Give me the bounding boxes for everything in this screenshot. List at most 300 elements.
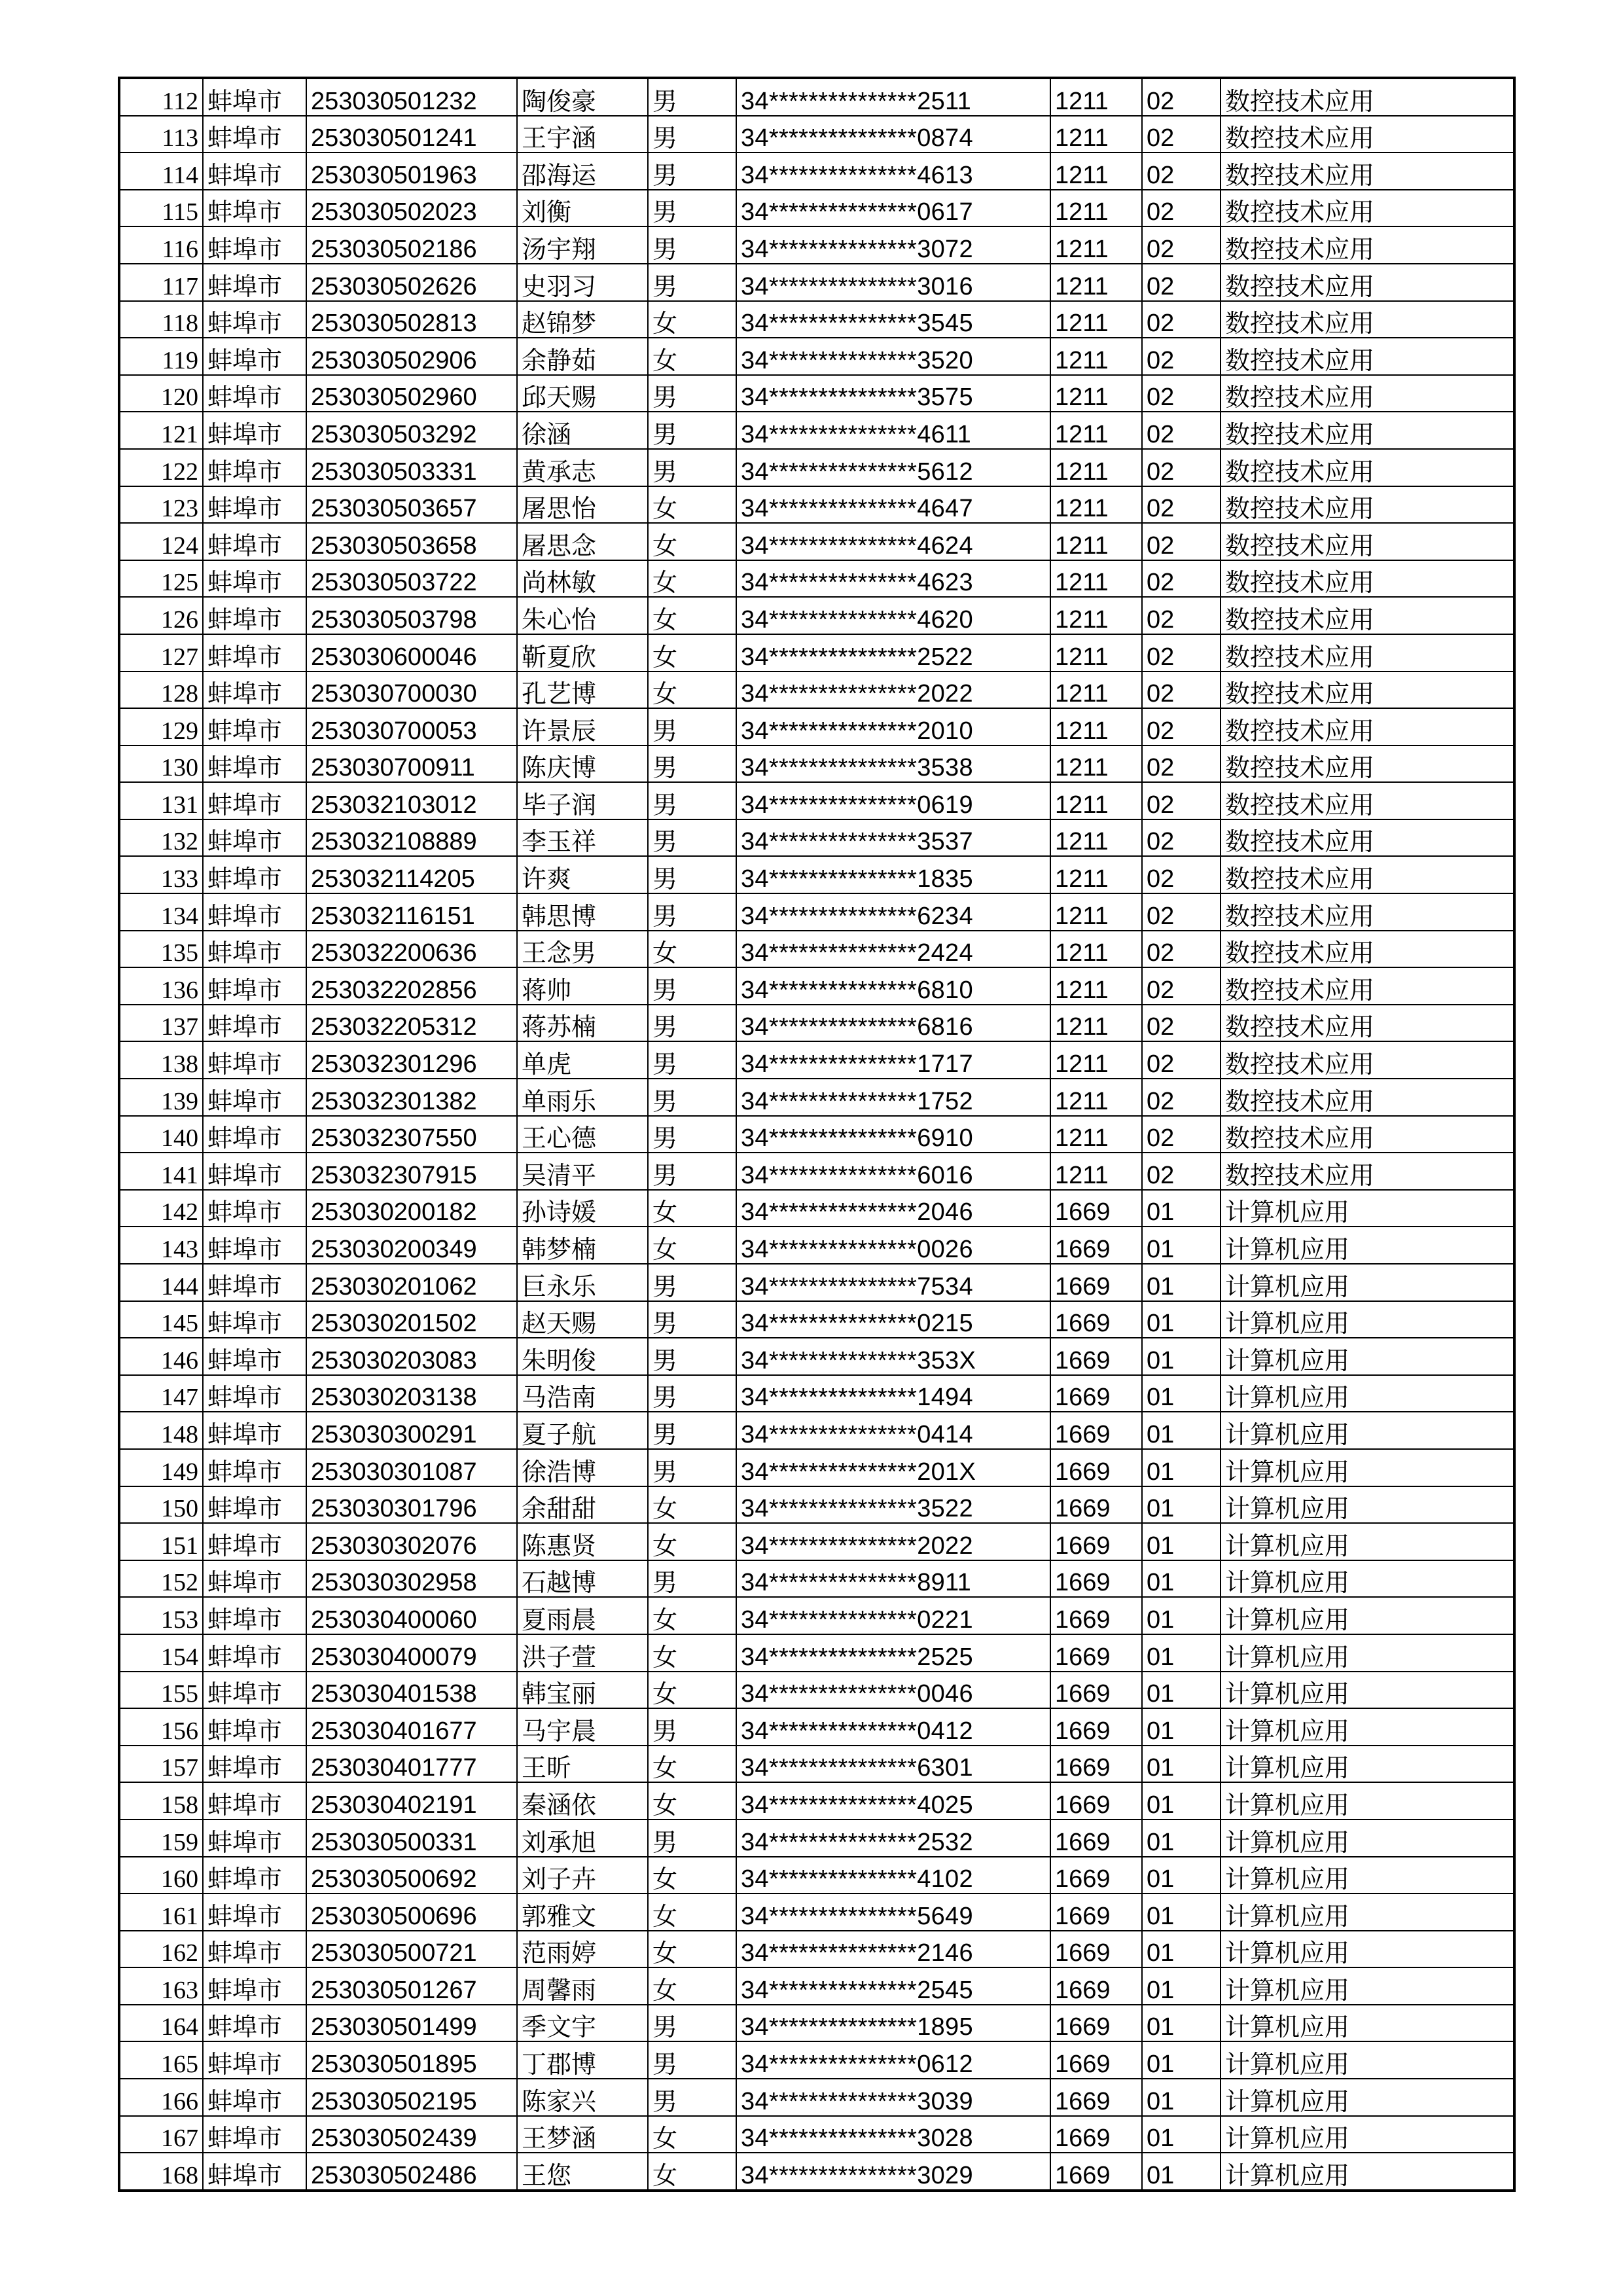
row-number: 134 — [119, 893, 203, 931]
gender-cell: 男 — [648, 116, 736, 153]
major-code-cell: 1211 — [1050, 634, 1142, 672]
sub-code-cell: 01 — [1142, 1634, 1221, 1672]
roster-body — [119, 78, 1514, 2191]
id-number-cell: 34***************6234 — [736, 893, 1050, 931]
exam-number-cell: 253030402191 — [306, 1782, 517, 1820]
student-name-cell: 王梦涵 — [517, 2116, 648, 2153]
exam-number-cell: 253030503722 — [306, 560, 517, 598]
gender-cell: 男 — [648, 1338, 736, 1375]
id-number-cell: 34***************4102 — [736, 1857, 1050, 1894]
student-name-cell: 马浩南 — [517, 1375, 648, 1412]
row-number: 125 — [119, 560, 203, 598]
table-row — [119, 1560, 1514, 1598]
exam-number-cell: 253032307915 — [306, 1153, 517, 1190]
student-name-cell: 许爽 — [517, 856, 648, 893]
row-number: 152 — [119, 1560, 203, 1598]
table-row — [119, 1301, 1514, 1338]
major-name-cell: 计算机应用 — [1221, 1301, 1514, 1338]
sub-code-cell: 02 — [1142, 1153, 1221, 1190]
city-cell: 蚌埠市 — [203, 1820, 306, 1857]
major-code-cell: 1669 — [1050, 1375, 1142, 1412]
table-row — [119, 1708, 1514, 1746]
row-number: 124 — [119, 523, 203, 560]
gender-cell: 女 — [648, 672, 736, 709]
major-code-cell: 1669 — [1050, 1634, 1142, 1672]
sub-code-cell: 01 — [1142, 1412, 1221, 1449]
exam-number-cell: 253030200182 — [306, 1190, 517, 1227]
sub-code-cell: 02 — [1142, 449, 1221, 486]
exam-number-cell: 253030500696 — [306, 1893, 517, 1931]
major-code-cell: 1669 — [1050, 1449, 1142, 1486]
student-name-cell: 徐涵 — [517, 412, 648, 449]
exam-number-cell: 253030501241 — [306, 116, 517, 153]
city-cell: 蚌埠市 — [203, 931, 306, 968]
exam-number-cell: 253030502186 — [306, 226, 517, 264]
sub-code-cell: 02 — [1142, 819, 1221, 857]
id-number-cell: 34***************5649 — [736, 1893, 1050, 1931]
row-number: 113 — [119, 116, 203, 153]
id-number-cell: 34***************3029 — [736, 2153, 1050, 2191]
gender-cell: 女 — [648, 560, 736, 598]
table-row — [119, 412, 1514, 449]
exam-number-cell: 253032200636 — [306, 931, 517, 968]
gender-cell: 女 — [648, 1857, 736, 1894]
major-name-cell: 数控技术应用 — [1221, 1116, 1514, 1153]
major-name-cell: 计算机应用 — [1221, 1746, 1514, 1783]
gender-cell: 女 — [648, 1486, 736, 1524]
id-number-cell: 34***************0619 — [736, 782, 1050, 819]
city-cell: 蚌埠市 — [203, 1190, 306, 1227]
sub-code-cell: 02 — [1142, 634, 1221, 672]
city-cell: 蚌埠市 — [203, 449, 306, 486]
exam-number-cell: 253030400060 — [306, 1597, 517, 1634]
student-name-cell: 余静茹 — [517, 338, 648, 375]
student-name-cell: 秦涵依 — [517, 1782, 648, 1820]
id-number-cell: 34***************2010 — [736, 708, 1050, 745]
gender-cell: 男 — [648, 745, 736, 783]
exam-number-cell: 253030502626 — [306, 264, 517, 301]
city-cell: 蚌埠市 — [203, 1857, 306, 1894]
city-cell: 蚌埠市 — [203, 1116, 306, 1153]
gender-cell: 男 — [648, 967, 736, 1005]
id-number-cell: 34***************4624 — [736, 523, 1050, 560]
city-cell: 蚌埠市 — [203, 782, 306, 819]
sub-code-cell: 01 — [1142, 1523, 1221, 1560]
sub-code-cell: 01 — [1142, 2079, 1221, 2116]
exam-number-cell: 253030503292 — [306, 412, 517, 449]
major-name-cell: 数控技术应用 — [1221, 152, 1514, 190]
student-name-cell: 汤宇翔 — [517, 226, 648, 264]
major-code-cell: 1669 — [1050, 1338, 1142, 1375]
row-number: 147 — [119, 1375, 203, 1412]
row-number: 117 — [119, 264, 203, 301]
row-number: 115 — [119, 190, 203, 227]
gender-cell: 男 — [648, 1079, 736, 1116]
student-name-cell: 邱天赐 — [517, 375, 648, 412]
id-number-cell: 34***************6301 — [736, 1746, 1050, 1783]
sub-code-cell: 02 — [1142, 78, 1221, 116]
city-cell: 蚌埠市 — [203, 301, 306, 338]
city-cell: 蚌埠市 — [203, 1079, 306, 1116]
gender-cell: 男 — [648, 2005, 736, 2042]
gender-cell: 男 — [648, 2041, 736, 2079]
table-row — [119, 264, 1514, 301]
major-code-cell: 1669 — [1050, 1301, 1142, 1338]
sub-code-cell: 02 — [1142, 672, 1221, 709]
gender-cell: 男 — [648, 412, 736, 449]
row-number: 122 — [119, 449, 203, 486]
table-row — [119, 152, 1514, 190]
exam-number-cell: 253030700911 — [306, 745, 517, 783]
row-number: 158 — [119, 1782, 203, 1820]
sub-code-cell: 02 — [1142, 116, 1221, 153]
student-name-cell: 单虎 — [517, 1041, 648, 1079]
city-cell: 蚌埠市 — [203, 2005, 306, 2042]
table-row — [119, 1486, 1514, 1524]
id-number-cell: 34***************2522 — [736, 634, 1050, 672]
sub-code-cell: 02 — [1142, 1079, 1221, 1116]
major-name-cell: 数控技术应用 — [1221, 893, 1514, 931]
major-code-cell: 1211 — [1050, 1005, 1142, 1042]
id-number-cell: 34***************2424 — [736, 931, 1050, 968]
major-name-cell: 计算机应用 — [1221, 1597, 1514, 1634]
major-code-cell: 1211 — [1050, 1116, 1142, 1153]
exam-number-cell: 253030300291 — [306, 1412, 517, 1449]
gender-cell: 女 — [648, 1931, 736, 1968]
sub-code-cell: 02 — [1142, 782, 1221, 819]
student-name-cell: 王心德 — [517, 1116, 648, 1153]
student-name-cell: 马宇晨 — [517, 1708, 648, 1746]
table-row — [119, 78, 1514, 116]
gender-cell: 女 — [648, 486, 736, 524]
gender-cell: 男 — [648, 449, 736, 486]
row-number: 164 — [119, 2005, 203, 2042]
exam-number-cell: 253030503657 — [306, 486, 517, 524]
row-number: 143 — [119, 1227, 203, 1264]
city-cell: 蚌埠市 — [203, 1041, 306, 1079]
row-number: 138 — [119, 1041, 203, 1079]
student-name-cell: 邵海运 — [517, 152, 648, 190]
sub-code-cell: 01 — [1142, 1967, 1221, 2005]
table-row — [119, 486, 1514, 524]
student-name-cell: 范雨婷 — [517, 1931, 648, 1968]
major-code-cell: 1669 — [1050, 2116, 1142, 2153]
city-cell: 蚌埠市 — [203, 819, 306, 857]
major-name-cell: 数控技术应用 — [1221, 1005, 1514, 1042]
exam-number-cell: 253030201062 — [306, 1264, 517, 1301]
table-row — [119, 338, 1514, 375]
sub-code-cell: 02 — [1142, 375, 1221, 412]
major-code-cell: 1211 — [1050, 78, 1142, 116]
id-number-cell: 34***************0215 — [736, 1301, 1050, 1338]
sub-code-cell: 02 — [1142, 745, 1221, 783]
exam-number-cell: 253030500331 — [306, 1820, 517, 1857]
major-code-cell: 1669 — [1050, 1782, 1142, 1820]
sub-code-cell: 02 — [1142, 338, 1221, 375]
table-row — [119, 745, 1514, 783]
table-row — [119, 1893, 1514, 1931]
gender-cell: 女 — [648, 1967, 736, 2005]
id-number-cell: 34***************1895 — [736, 2005, 1050, 2042]
sub-code-cell: 01 — [1142, 1893, 1221, 1931]
exam-number-cell: 253030600046 — [306, 634, 517, 672]
exam-number-cell: 253030502195 — [306, 2079, 517, 2116]
id-number-cell: 34***************3537 — [736, 819, 1050, 857]
major-code-cell: 1211 — [1050, 264, 1142, 301]
sub-code-cell: 01 — [1142, 1782, 1221, 1820]
sub-code-cell: 02 — [1142, 1116, 1221, 1153]
city-cell: 蚌埠市 — [203, 1375, 306, 1412]
exam-number-cell: 253030700053 — [306, 708, 517, 745]
exam-number-cell: 253030301796 — [306, 1486, 517, 1524]
major-name-cell: 数控技术应用 — [1221, 819, 1514, 857]
major-name-cell: 数控技术应用 — [1221, 264, 1514, 301]
major-name-cell: 数控技术应用 — [1221, 301, 1514, 338]
major-code-cell: 1211 — [1050, 226, 1142, 264]
major-name-cell: 计算机应用 — [1221, 1338, 1514, 1375]
row-number: 119 — [119, 338, 203, 375]
city-cell: 蚌埠市 — [203, 412, 306, 449]
student-name-cell: 王昕 — [517, 1746, 648, 1783]
city-cell: 蚌埠市 — [203, 1005, 306, 1042]
sub-code-cell: 02 — [1142, 523, 1221, 560]
table-row — [119, 2116, 1514, 2153]
table-row — [119, 634, 1514, 672]
student-name-cell: 刘衡 — [517, 190, 648, 227]
student-name-cell: 郭雅文 — [517, 1893, 648, 1931]
id-number-cell: 34***************4623 — [736, 560, 1050, 598]
exam-number-cell: 253030501895 — [306, 2041, 517, 2079]
city-cell: 蚌埠市 — [203, 1708, 306, 1746]
student-name-cell: 黄承志 — [517, 449, 648, 486]
city-cell: 蚌埠市 — [203, 523, 306, 560]
major-code-cell: 1211 — [1050, 708, 1142, 745]
table-row — [119, 782, 1514, 819]
sub-code-cell: 02 — [1142, 967, 1221, 1005]
exam-number-cell: 253030203083 — [306, 1338, 517, 1375]
id-number-cell: 34***************3538 — [736, 745, 1050, 783]
id-number-cell: 34***************7534 — [736, 1264, 1050, 1301]
major-name-cell: 计算机应用 — [1221, 1190, 1514, 1227]
city-cell: 蚌埠市 — [203, 597, 306, 634]
major-name-cell: 数控技术应用 — [1221, 190, 1514, 227]
gender-cell: 男 — [648, 152, 736, 190]
major-name-cell: 计算机应用 — [1221, 1523, 1514, 1560]
city-cell: 蚌埠市 — [203, 78, 306, 116]
row-number: 168 — [119, 2153, 203, 2191]
major-code-cell: 1211 — [1050, 449, 1142, 486]
table-row — [119, 1005, 1514, 1042]
gender-cell: 男 — [648, 1005, 736, 1042]
city-cell: 蚌埠市 — [203, 486, 306, 524]
row-number: 163 — [119, 1967, 203, 2005]
id-number-cell: 34***************8911 — [736, 1560, 1050, 1598]
row-number: 161 — [119, 1893, 203, 1931]
major-name-cell: 数控技术应用 — [1221, 1041, 1514, 1079]
table-row — [119, 1227, 1514, 1264]
gender-cell: 女 — [648, 931, 736, 968]
major-code-cell: 1669 — [1050, 1486, 1142, 1524]
id-number-cell: 34***************353X — [736, 1338, 1050, 1375]
table-row — [119, 672, 1514, 709]
city-cell: 蚌埠市 — [203, 967, 306, 1005]
city-cell: 蚌埠市 — [203, 1746, 306, 1783]
major-name-cell: 数控技术应用 — [1221, 634, 1514, 672]
exam-number-cell: 253030500721 — [306, 1931, 517, 1968]
major-code-cell: 1669 — [1050, 1523, 1142, 1560]
city-cell: 蚌埠市 — [203, 264, 306, 301]
sub-code-cell: 02 — [1142, 412, 1221, 449]
row-number: 148 — [119, 1412, 203, 1449]
exam-number-cell: 253032202856 — [306, 967, 517, 1005]
city-cell: 蚌埠市 — [203, 1672, 306, 1709]
city-cell: 蚌埠市 — [203, 1634, 306, 1672]
id-number-cell: 34***************1494 — [736, 1375, 1050, 1412]
id-number-cell: 34***************2046 — [736, 1190, 1050, 1227]
row-number: 136 — [119, 967, 203, 1005]
sub-code-cell: 01 — [1142, 1931, 1221, 1968]
student-name-cell: 巨永乐 — [517, 1264, 648, 1301]
sub-code-cell: 02 — [1142, 560, 1221, 598]
gender-cell: 男 — [648, 1449, 736, 1486]
table-row — [119, 597, 1514, 634]
major-name-cell: 计算机应用 — [1221, 1264, 1514, 1301]
sub-code-cell: 01 — [1142, 1227, 1221, 1264]
id-number-cell: 34***************4613 — [736, 152, 1050, 190]
sub-code-cell: 01 — [1142, 1190, 1221, 1227]
city-cell: 蚌埠市 — [203, 745, 306, 783]
major-name-cell: 计算机应用 — [1221, 2079, 1514, 2116]
major-code-cell: 1669 — [1050, 1857, 1142, 1894]
row-number: 153 — [119, 1597, 203, 1634]
major-code-cell: 1669 — [1050, 2079, 1142, 2116]
gender-cell: 男 — [648, 708, 736, 745]
major-code-cell: 1211 — [1050, 856, 1142, 893]
city-cell: 蚌埠市 — [203, 1153, 306, 1190]
exam-number-cell: 253030700030 — [306, 672, 517, 709]
gender-cell: 男 — [648, 1041, 736, 1079]
major-code-cell: 1211 — [1050, 931, 1142, 968]
student-name-cell: 蒋苏楠 — [517, 1005, 648, 1042]
row-number: 141 — [119, 1153, 203, 1190]
gender-cell: 男 — [648, 819, 736, 857]
major-name-cell: 数控技术应用 — [1221, 560, 1514, 598]
major-code-cell: 1211 — [1050, 1079, 1142, 1116]
student-name-cell: 史羽习 — [517, 264, 648, 301]
table-row — [119, 1597, 1514, 1634]
city-cell: 蚌埠市 — [203, 1449, 306, 1486]
major-name-cell: 计算机应用 — [1221, 2041, 1514, 2079]
major-name-cell: 数控技术应用 — [1221, 412, 1514, 449]
major-name-cell: 数控技术应用 — [1221, 708, 1514, 745]
major-name-cell: 数控技术应用 — [1221, 967, 1514, 1005]
gender-cell: 女 — [648, 2153, 736, 2191]
id-number-cell: 34***************3072 — [736, 226, 1050, 264]
table-row — [119, 2041, 1514, 2079]
table-row — [119, 1857, 1514, 1894]
major-name-cell: 数控技术应用 — [1221, 856, 1514, 893]
gender-cell: 男 — [648, 1153, 736, 1190]
id-number-cell: 34***************4025 — [736, 1782, 1050, 1820]
row-number: 112 — [119, 78, 203, 116]
exam-number-cell: 253030502906 — [306, 338, 517, 375]
row-number: 133 — [119, 856, 203, 893]
id-number-cell: 34***************0026 — [736, 1227, 1050, 1264]
row-number: 129 — [119, 708, 203, 745]
exam-number-cell: 253032301296 — [306, 1041, 517, 1079]
exam-number-cell: 253030200349 — [306, 1227, 517, 1264]
gender-cell: 女 — [648, 523, 736, 560]
major-code-cell: 1211 — [1050, 967, 1142, 1005]
row-number: 126 — [119, 597, 203, 634]
student-name-cell: 吴清平 — [517, 1153, 648, 1190]
student-name-cell: 朱心怡 — [517, 597, 648, 634]
student-name-cell: 王宇涵 — [517, 116, 648, 153]
row-number: 146 — [119, 1338, 203, 1375]
major-name-cell: 计算机应用 — [1221, 1486, 1514, 1524]
major-code-cell: 1211 — [1050, 375, 1142, 412]
table-row — [119, 2079, 1514, 2116]
exam-number-cell: 253030503798 — [306, 597, 517, 634]
major-code-cell: 1669 — [1050, 2153, 1142, 2191]
sub-code-cell: 02 — [1142, 152, 1221, 190]
table-row — [119, 1523, 1514, 1560]
city-cell: 蚌埠市 — [203, 708, 306, 745]
gender-cell: 女 — [648, 597, 736, 634]
student-name-cell: 刘承旭 — [517, 1820, 648, 1857]
major-name-cell: 计算机应用 — [1221, 2153, 1514, 2191]
table-row — [119, 708, 1514, 745]
major-code-cell: 1211 — [1050, 301, 1142, 338]
gender-cell: 女 — [648, 338, 736, 375]
row-number: 118 — [119, 301, 203, 338]
sub-code-cell: 01 — [1142, 1746, 1221, 1783]
table-row — [119, 375, 1514, 412]
table-row — [119, 1967, 1514, 2005]
row-number: 167 — [119, 2116, 203, 2153]
exam-number-cell: 253030503331 — [306, 449, 517, 486]
sub-code-cell: 01 — [1142, 1338, 1221, 1375]
city-cell: 蚌埠市 — [203, 2041, 306, 2079]
gender-cell: 男 — [648, 226, 736, 264]
sub-code-cell: 02 — [1142, 486, 1221, 524]
major-name-cell: 计算机应用 — [1221, 1708, 1514, 1746]
major-name-cell: 计算机应用 — [1221, 1227, 1514, 1264]
major-name-cell: 数控技术应用 — [1221, 672, 1514, 709]
id-number-cell: 34***************6816 — [736, 1005, 1050, 1042]
table-row — [119, 301, 1514, 338]
exam-number-cell: 253030502813 — [306, 301, 517, 338]
id-number-cell: 34***************0221 — [736, 1597, 1050, 1634]
table-row — [119, 1264, 1514, 1301]
gender-cell: 女 — [648, 1746, 736, 1783]
exam-number-cell: 253030501963 — [306, 152, 517, 190]
sub-code-cell: 02 — [1142, 1005, 1221, 1042]
id-number-cell: 34***************3520 — [736, 338, 1050, 375]
row-number: 130 — [119, 745, 203, 783]
id-number-cell: 34***************2532 — [736, 1820, 1050, 1857]
sub-code-cell: 02 — [1142, 226, 1221, 264]
gender-cell: 女 — [648, 1893, 736, 1931]
major-code-cell: 1669 — [1050, 1560, 1142, 1598]
city-cell: 蚌埠市 — [203, 1523, 306, 1560]
exam-number-cell: 253030502960 — [306, 375, 517, 412]
row-number: 121 — [119, 412, 203, 449]
student-name-cell: 单雨乐 — [517, 1079, 648, 1116]
major-code-cell: 1211 — [1050, 486, 1142, 524]
id-number-cell: 34***************2511 — [736, 78, 1050, 116]
city-cell: 蚌埠市 — [203, 1264, 306, 1301]
